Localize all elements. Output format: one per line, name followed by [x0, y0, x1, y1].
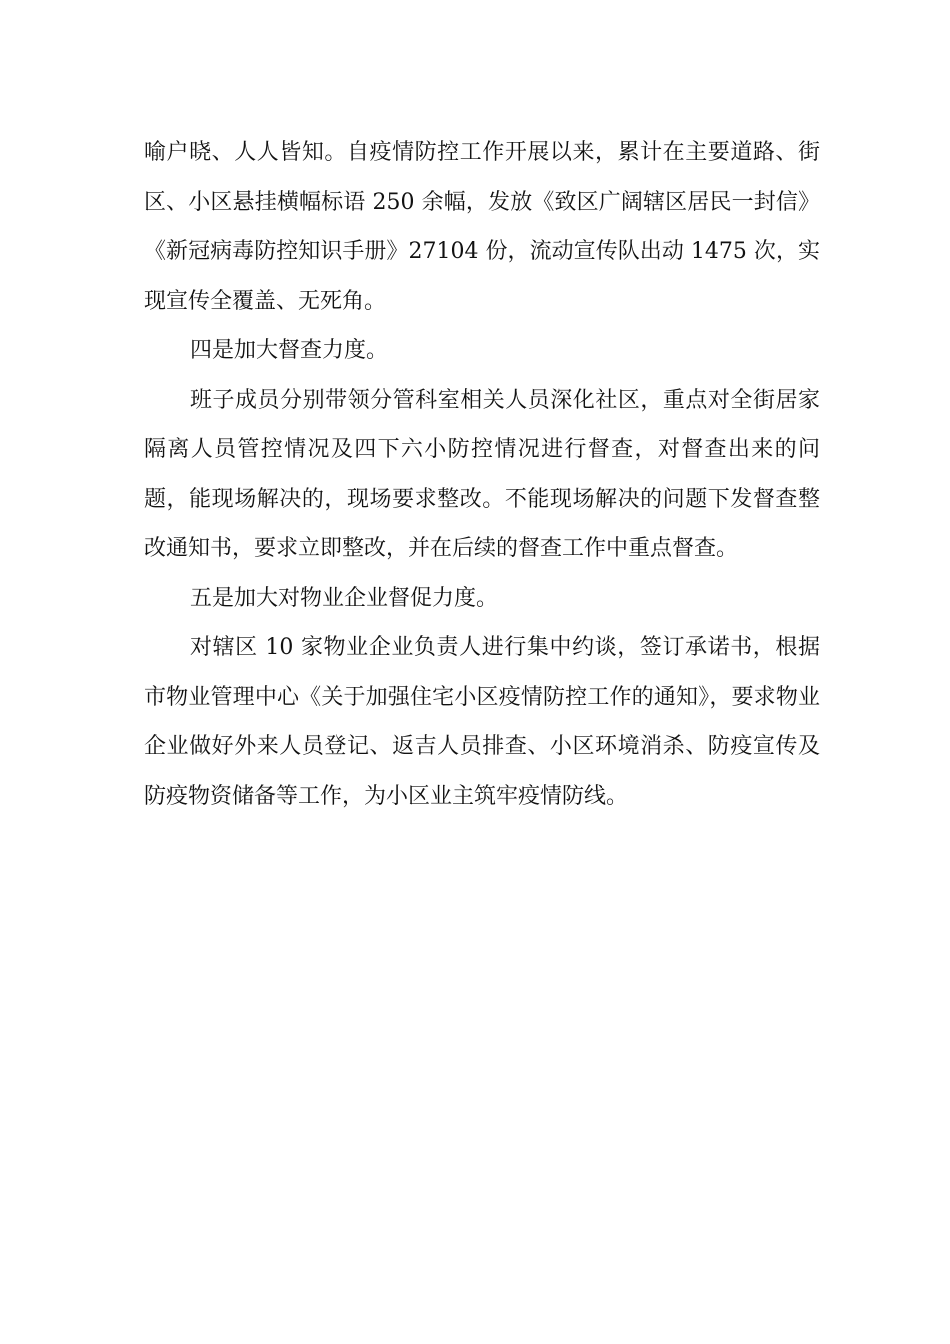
section-heading-property: 五是加大对物业企业督促力度。	[190, 585, 499, 611]
paragraph-continued: 喻户晓、人人皆知。自疫情防控工作开展以来，累计在主要道路、街区、小区悬挂横幅标语 250 余幅，发放《致区广阔辖区居民一封信》《新冠病毒防控知识手册》27104 份，流动宣传队出动 1475 次，实现宣传全覆盖、无死角。	[144, 140, 820, 314]
paragraph-property: 对辖区 10 家物业企业负责人进行集中约谈，签订承诺书，根据市物业管理中心《关于加强住宅小区疫情防控工作的通知》，要求物业企业做好外来人员登记、返吉人员排查、小区环境消杀、防疫宣传及防疫物资储备等工作，为小区业主筑牢疫情防线。	[144, 635, 820, 809]
paragraph-supervision: 班子成员分别带领分管科室相关人员深化社区，重点对全街居家隔离人员管控情况及四下六小防控情况进行督查，对督查出来的问题，能现场解决的，现场要求整改。不能现场解决的问题下发督查整改通知书，要求立即整改，并在后续的督查工作中重点督查。	[144, 387, 820, 561]
section-heading-supervision: 四是加大督查力度。	[190, 338, 389, 363]
document-body	[144, 128, 820, 821]
